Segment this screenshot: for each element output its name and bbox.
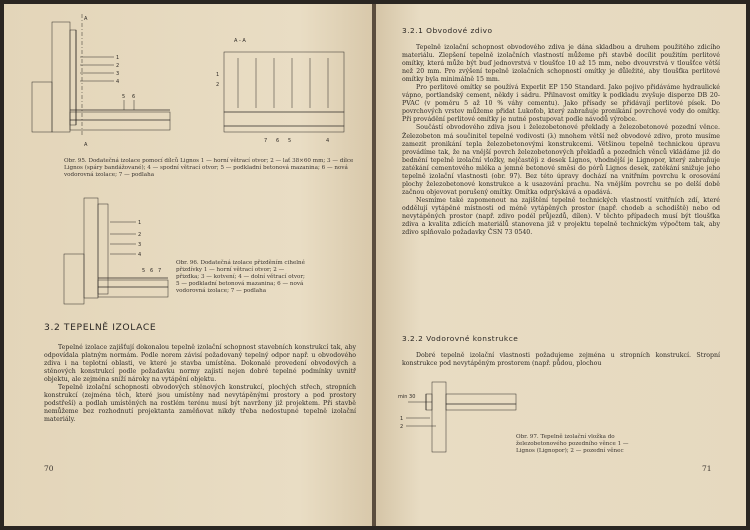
fig95-label-a-top: A	[84, 16, 88, 22]
figure-95-caption: Obr. 95. Dodatečná izolace pomocí dílců Lignos 1 — horní větrací otvor; 2 — lať 38×60 mm; 3 — dílce Lignos (spáry bandážované); 4 — spodní větrací otvor; 5 — podkladní betonová mazanina; 6 — nová vodorovná izolace; 7 — podlaha	[64, 158, 354, 178]
right-paragraph-5: Dobré tepelně izolační vlastnosti požadujeme zejména u stropních konstrukcí. Stropní konstrukce pod nevytápěným prostorem (např. půdou, plochou	[402, 352, 720, 368]
fig96-label-3: 3	[138, 242, 142, 248]
fig96-label-7: 7	[158, 268, 162, 274]
fig95-section-label-5: 5	[288, 138, 292, 144]
fig95-label-3: 3	[116, 71, 120, 77]
figure-96-caption: Obr. 96. Dodatečná izolace přizděním cihelné přizdívky 1 — horní větrací otvor; 2 — přizdka; 3 — kotvení; 4 — dolní větrací otvor; 5 — podkladní betonová mazanina; 6 — nová vodorovná izolace; 7 — podlaha	[176, 260, 305, 294]
right-page-number: 71	[702, 464, 712, 473]
fig97-label-1: 1	[400, 416, 404, 422]
fig95-section-label-7: 7	[264, 138, 268, 144]
fig95-label-1: 1	[116, 55, 120, 61]
fig96-label-2: 2	[138, 232, 142, 238]
left-paragraph-1: Tepelné izolace zajišťují dokonalou tepelně izolační schopnost stavebních konstrukcí tak, aby odpovídala platným normám. Podle norem závisí požadovaný tepelný odpor např. u obvodového zdiva i na teplotní oblasti, ve které je stavba umístěna. Dokonalé provedení obvodových a stěnových konstrukcí podle požadavku normy zajistí nejen dobré tepelné podmínky uvnitř objektu, ale zejména sníží nároky na vytápění objektu.	[44, 344, 356, 384]
fig96-label-4: 4	[138, 252, 142, 258]
fig95-section-label-2: 2	[216, 82, 220, 88]
fig96-label-1: 1	[138, 220, 142, 226]
fig96-label-5: 5	[142, 268, 146, 274]
right-paragraph-3: Součástí obvodového zdiva jsou i železobetonové překlady a železobetonové pozední věnce. Železobeton má součinitel tepelné vodivosti (λ) mnohem větší než obvodové zdivo, proto musíme zamezit pronikání tepla železobetonovými konstrukcemi. Většinou tepelně technickou úpravu provádíme tak, že na vnější povrch železobetonových překladů a pozedních věnců vkládáme již do bednění tepelně izolační vložky, nejčastěji z desek Lignos, vhodnější je Lignopor, který zabraňuje zatékání cementového mléka a jemné betonové směsi do pórů Lignos desek, zatékání snižuje jeho tepelně izolační vlastnosti (obr. 97). Bez této úpravy dochází na vnitřním povrchu k orosování plochy železobetonové konstrukce a k usazování prachu. Na vnějším povrchu se po delší době začnou objevovat porušený omítky. Omítka odprýskává a opadává.	[402, 124, 720, 196]
right-paragraph-1: Tepelně izolační schopnost obvodového zdiva je dána skladbou a druhem použitého zdicího materiálu. Zlepšení tepelně izolačních vlastností můžeme při stavbě docílit použitím perlitové omítky, která může být buď jednovrstvá v tloušťce 10 až 15 mm, nebo dvouvrstvá v tloušťce větší než 20 mm. Pro zvýšení tepelně izolačních schopností omítky je důležité, aby tloušťka perlitové omítky byla minimálně 15 mm.	[402, 44, 720, 84]
fig95-section-label-6: 6	[276, 138, 280, 144]
section-title: 3.2 TEPELNĚ IZOLACE	[44, 322, 157, 333]
fig95-section-label: A - A	[234, 38, 246, 44]
left-page	[4, 4, 374, 526]
fig95-label-4: 4	[116, 79, 120, 85]
fig95-label-a-bottom: A	[84, 142, 88, 148]
fig97-label-min30: min 30	[398, 394, 416, 400]
book-spread	[4, 4, 746, 526]
figure-97-drawing	[396, 372, 526, 462]
fig95-label-2: 2	[116, 63, 120, 69]
right-paragraph-2: Pro perlitové omítky se používá Experlit EP 150 Standard. Jako pojivo přidáváme hydraulické vápno, portlandský cement, někdy i sádru. Přilnavost omítky k podkladu zvyšuje disperze DB 20-PVAC (v poměru 5 až 10 % váhy cementu). Jako přísady se přidávají perlitové písek. Do povrchových vrstev můžeme přidat Lukofob, který zabraňuje pronikání povrchové vody do omítky. Při provádění perlitové omítky je nutné postupovat podle návodů výrobce.	[402, 84, 720, 124]
fig95-label-6: 6	[132, 94, 136, 100]
fig96-label-6: 6	[150, 268, 154, 274]
figure-95-drawing	[24, 12, 364, 152]
right-page	[376, 4, 746, 526]
subsection-title-2: 3.2.2 Vodorovné konstrukce	[402, 334, 519, 343]
fig95-section-label-4: 4	[326, 138, 330, 144]
left-page-number: 70	[44, 464, 54, 473]
subsection-title-1: 3.2.1 Obvodové zdivo	[402, 26, 493, 35]
left-paragraph-2: Tepelně izolační schopnosti obvodových stěnových konstrukcí, plochých střech, stropních konstrukcí (zejména těch, které jsou umístěny nad nevytápěnými prostory a pod prostory podstřeší) a podlah umístěných na rostlém terénu musí být navrženy již projektem. Při stavbě nemůžeme bez rozhodnutí projektanta zaměňovat nikdy třeba nedostupné tepelně izolační materiály.	[44, 384, 356, 424]
figure-96-drawing	[44, 194, 174, 314]
right-body-text-1	[402, 44, 720, 237]
fig97-label-2: 2	[400, 424, 404, 430]
figure-97-caption: Obr. 97. Tepelně izolační vložka do železobetonového pozedního věnce 1 — Lignos (Lignopor); 2 — pozední věnec	[516, 434, 629, 454]
fig95-section-label-1: 1	[216, 72, 220, 78]
fig95-label-5: 5	[122, 94, 126, 100]
left-body-text	[44, 344, 356, 424]
right-body-text-2	[402, 352, 720, 368]
right-paragraph-4: Nesmíme také zapomenout na zajištění tepelně technických vlastností vnitřních zdí, které oddělují vytápěné místnosti od méně vytápěných prostor (např. chodeb a schodiště) nebo od nevytápěných prostor (např. zdivo podél průjezdů, dílen). V těchto případech musí být tloušťka zdiva a kvalita zdicích materiálů stanovena již v projektu tepelně technickým výpočtem tak, aby zdivo splňovalo požadavky ČSN 73 0540.	[402, 196, 720, 237]
